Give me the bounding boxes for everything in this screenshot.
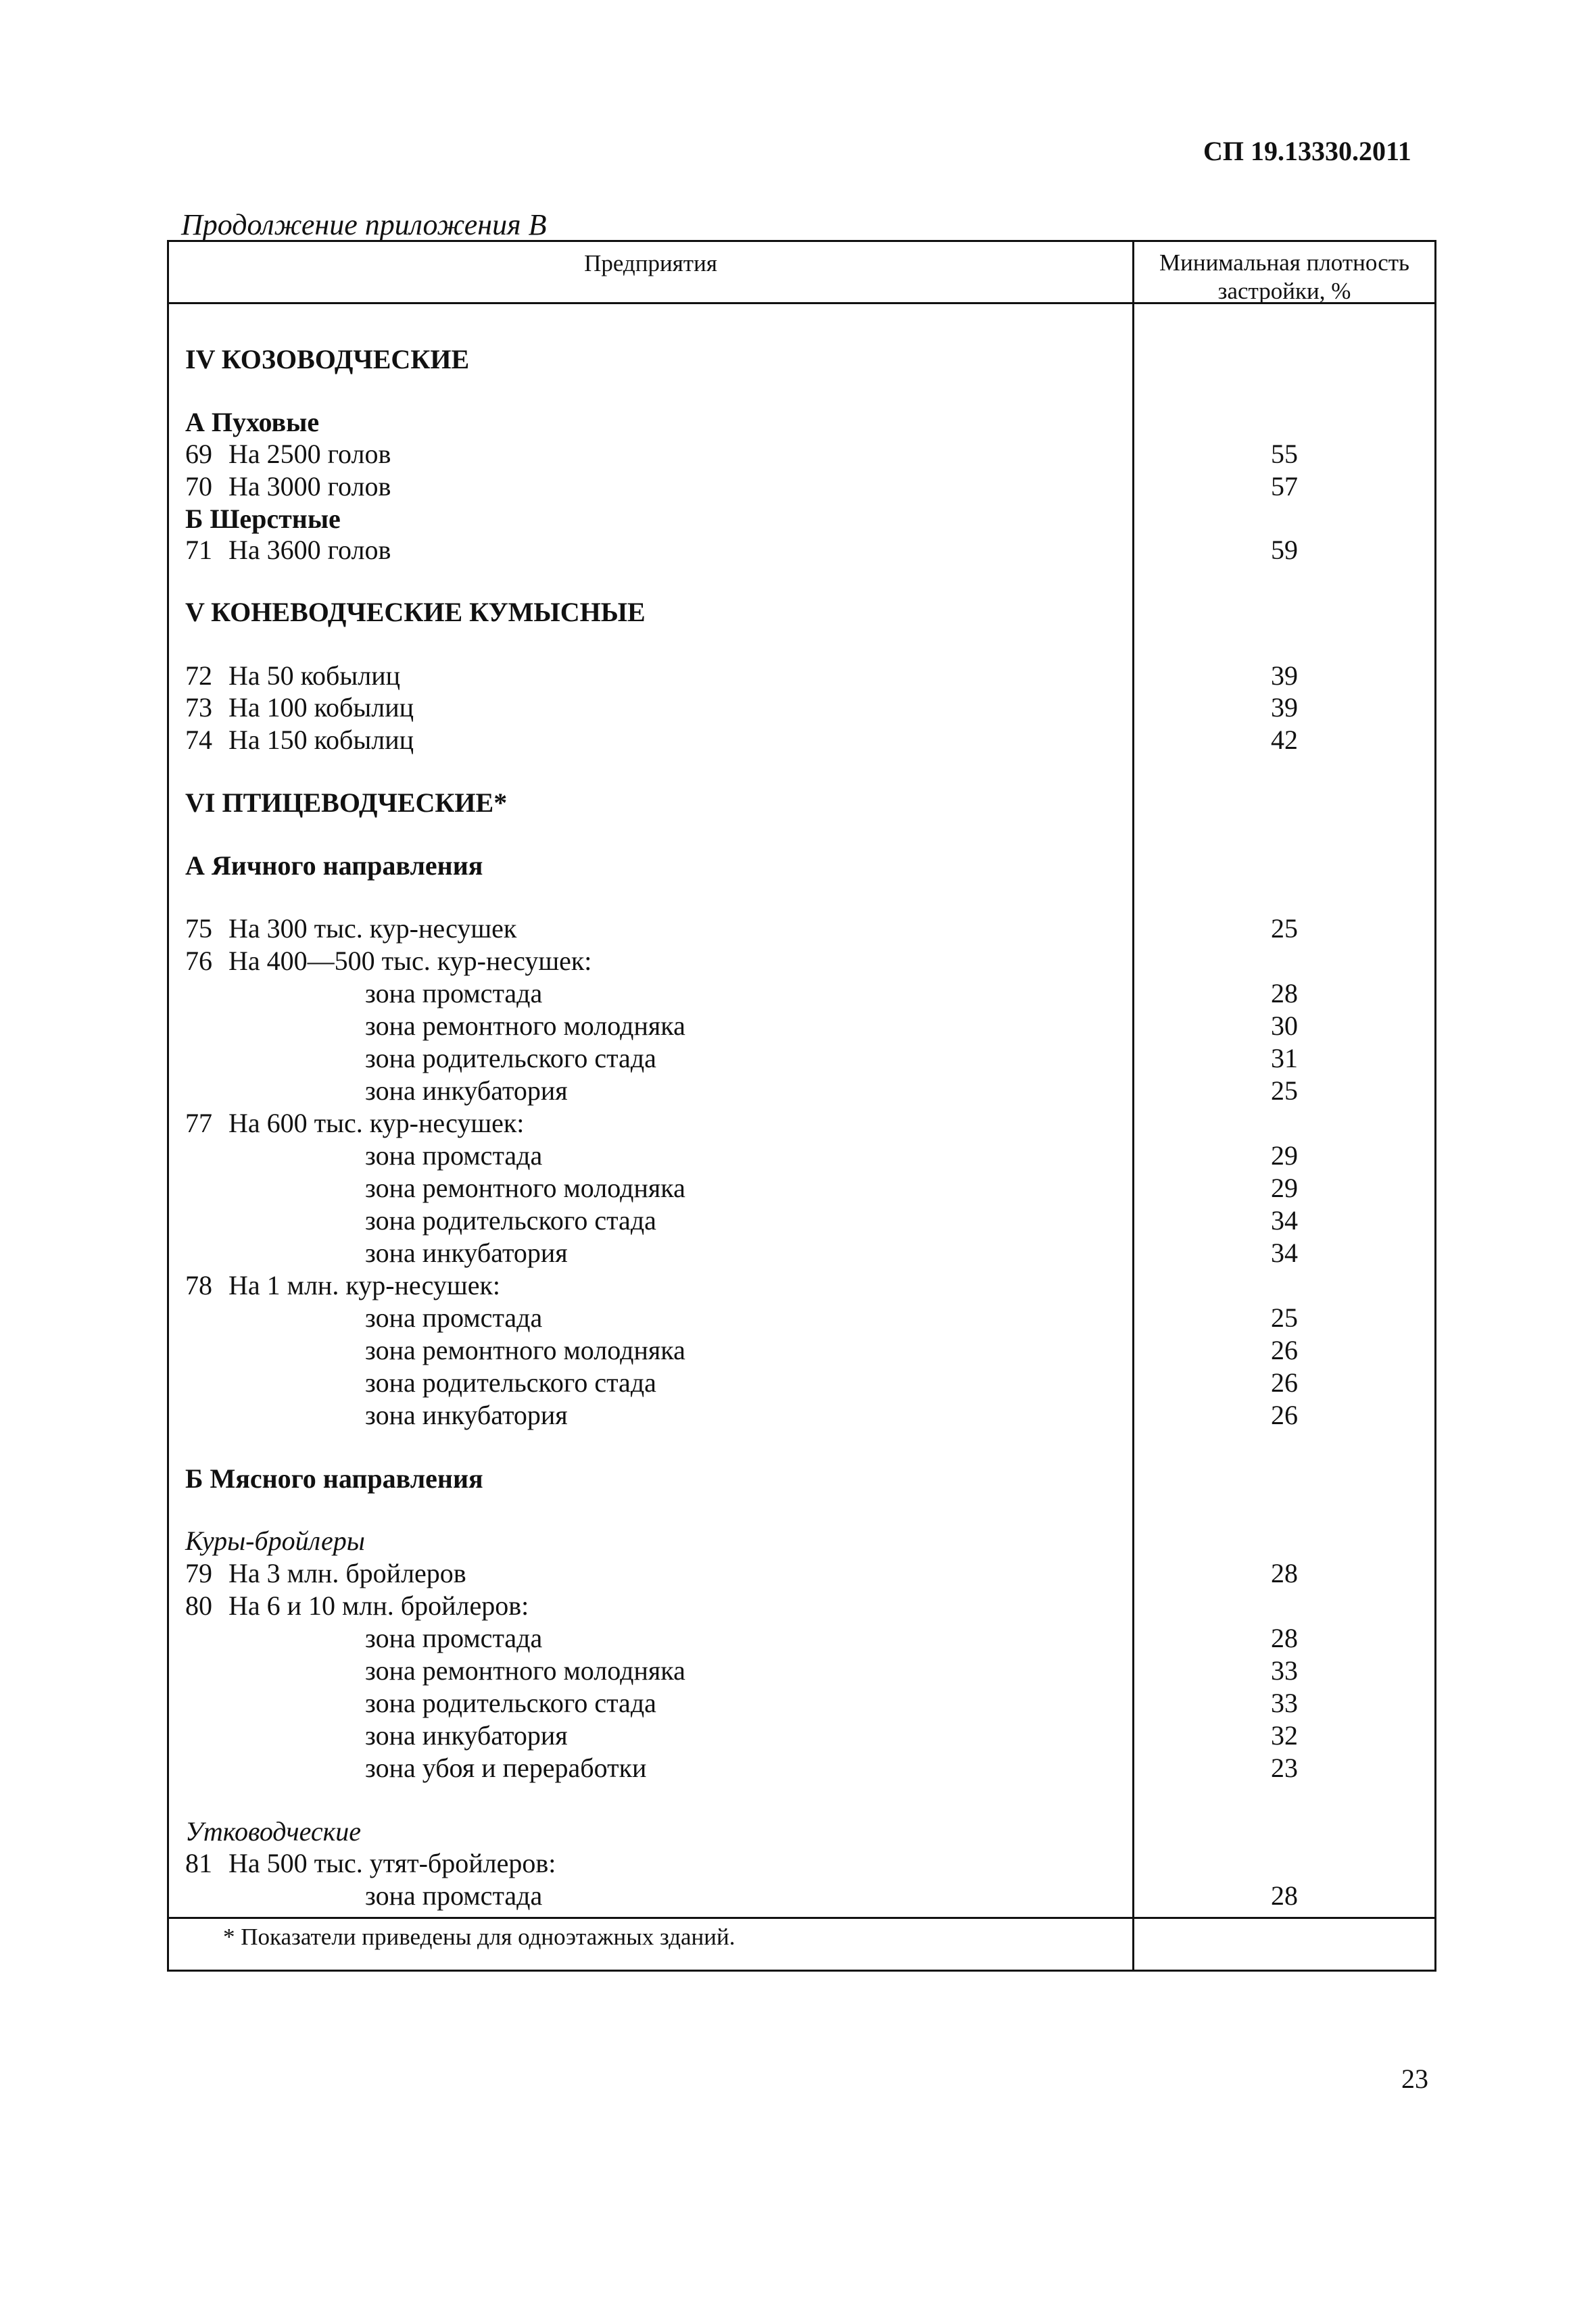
table-row <box>169 503 1434 535</box>
row-label <box>365 1720 568 1752</box>
density-value: 30 <box>1271 1010 1298 1041</box>
row-text: IV КОЗОВОДЧЕСКИЕ <box>185 344 470 374</box>
table-row <box>169 1172 1434 1204</box>
table-row <box>169 1557 1434 1590</box>
density-value: 28 <box>1271 978 1298 1008</box>
table-row <box>169 1752 1434 1784</box>
density-value: 26 <box>1271 1335 1298 1365</box>
row-label <box>185 1847 556 1880</box>
density-value: 34 <box>1271 1238 1298 1268</box>
row-label <box>365 1880 542 1912</box>
table-row <box>169 1010 1434 1042</box>
row-text: На 3600 голов <box>228 535 391 565</box>
density-value: 55 <box>1271 439 1298 469</box>
row-label <box>185 1816 361 1848</box>
table-row <box>169 470 1434 503</box>
table-row <box>169 1655 1434 1687</box>
density-value: 42 <box>1271 725 1298 755</box>
table-row <box>169 1720 1434 1752</box>
row-label <box>365 1687 656 1720</box>
density-value: 26 <box>1271 1367 1298 1398</box>
row-label <box>185 503 341 535</box>
row-text: На 6 и 10 млн. бройлеров: <box>228 1590 529 1621</box>
row-label <box>185 1463 483 1495</box>
row-text: зона родительского стада <box>365 1043 656 1073</box>
row-label <box>185 945 591 977</box>
density-value: 31 <box>1271 1043 1298 1073</box>
table-row <box>169 534 1434 566</box>
row-label <box>185 1557 466 1590</box>
row-text: зона инкубатория <box>365 1400 568 1430</box>
row-number: 77 <box>185 1108 212 1138</box>
row-text: V КОНЕВОДЧЕСКИЕ КУМЫСНЫЕ <box>185 597 646 627</box>
row-label <box>185 343 469 376</box>
row-text: На 3000 голов <box>228 471 391 502</box>
row-label <box>365 1655 685 1687</box>
row-label <box>185 850 483 882</box>
row-number: 72 <box>185 660 212 691</box>
density-value: 28 <box>1271 1880 1298 1911</box>
row-text: Б Мясного направления <box>185 1463 483 1494</box>
row-text: На 500 тыс. утят-бройлеров: <box>228 1848 556 1878</box>
row-text: зона ремонтного молодняка <box>365 1655 685 1686</box>
row-label <box>365 1399 568 1432</box>
table-row <box>169 1140 1434 1172</box>
row-number: 79 <box>185 1558 212 1588</box>
row-label <box>365 1010 685 1042</box>
footnote: * Показатели приведены для одноэтажных зданий. <box>223 1924 735 1950</box>
density-value: 57 <box>1271 471 1298 502</box>
table-row <box>169 1334 1434 1367</box>
density-value: 25 <box>1271 1075 1298 1106</box>
table-row <box>169 1880 1434 1912</box>
table-row <box>169 1204 1434 1237</box>
row-text: зона промстада <box>365 1140 543 1171</box>
row-label <box>365 1367 656 1399</box>
row-number: 75 <box>185 913 212 944</box>
row-text: зона родительского стада <box>365 1367 656 1398</box>
table-row <box>169 1463 1434 1495</box>
row-label <box>185 470 391 503</box>
table-row <box>169 945 1434 977</box>
table-row <box>169 1847 1434 1880</box>
row-text: На 300 тыс. кур-несушек <box>228 913 517 944</box>
row-label <box>365 1042 656 1075</box>
row-text: зона промстада <box>365 978 543 1008</box>
row-text: А Яичного направления <box>185 850 483 881</box>
enterprises-table <box>167 240 1436 1972</box>
row-label <box>185 596 646 629</box>
row-number: 71 <box>185 535 212 565</box>
row-label <box>185 691 414 724</box>
table-row <box>169 596 1434 629</box>
table-row <box>169 912 1434 945</box>
table-row <box>169 1687 1434 1720</box>
density-value: 34 <box>1271 1205 1298 1236</box>
table-row <box>169 1399 1434 1432</box>
density-value: 32 <box>1271 1720 1298 1751</box>
row-text: На 50 кобылиц <box>228 660 401 691</box>
density-value: 33 <box>1271 1688 1298 1718</box>
density-value: 29 <box>1271 1173 1298 1203</box>
table-row <box>169 1107 1434 1140</box>
row-text: Утководческие <box>185 1816 362 1847</box>
row-label <box>365 1172 685 1204</box>
table-row <box>169 1269 1434 1302</box>
row-text: зона ремонтного молодняка <box>365 1173 685 1203</box>
row-number: 70 <box>185 471 212 502</box>
column-header-density: Минимальная плотность застройки, % <box>1159 249 1410 304</box>
row-text: А Пуховые <box>185 407 320 437</box>
table-row <box>169 1302 1434 1334</box>
row-number: 74 <box>185 725 212 755</box>
table-row <box>169 850 1434 882</box>
table-row <box>169 1590 1434 1622</box>
column-header-enterprises: Предприятия <box>584 250 717 276</box>
row-label <box>185 1590 529 1622</box>
row-label <box>365 1302 542 1334</box>
table-row <box>169 343 1434 376</box>
row-label <box>365 1752 646 1784</box>
row-label <box>185 1525 365 1557</box>
row-label <box>365 1204 656 1237</box>
row-text: зона инкубатория <box>365 1238 568 1268</box>
page-number: 23 <box>1401 2064 1428 2094</box>
row-text: зона промстада <box>365 1302 543 1333</box>
density-value: 39 <box>1271 660 1298 691</box>
continuation-caption: Продолжение приложения В <box>181 208 547 241</box>
table-body <box>169 242 1434 1970</box>
row-label <box>185 787 507 819</box>
row-label <box>365 977 542 1010</box>
density-value: 23 <box>1271 1753 1298 1783</box>
row-text: Б Шерстные <box>185 504 341 534</box>
row-text: зона родительского стада <box>365 1688 656 1718</box>
row-number: 80 <box>185 1590 212 1621</box>
document-code: СП 19.13330.2011 <box>1203 136 1411 166</box>
table-row <box>169 787 1434 819</box>
row-label <box>365 1140 542 1172</box>
row-text: зона ремонтного молодняка <box>365 1335 685 1365</box>
row-text: зона инкубатория <box>365 1720 568 1751</box>
row-label <box>185 1269 500 1302</box>
density-value: 59 <box>1271 535 1298 565</box>
row-label <box>185 1107 524 1140</box>
row-label <box>365 1622 542 1655</box>
density-value: 39 <box>1271 692 1298 723</box>
density-value: 29 <box>1271 1140 1298 1171</box>
table-row <box>169 1237 1434 1269</box>
row-number: 78 <box>185 1270 212 1300</box>
row-number: 76 <box>185 946 212 976</box>
table-row <box>169 977 1434 1010</box>
row-text: зона ремонтного молодняка <box>365 1010 685 1041</box>
row-text: зона убоя и переработки <box>365 1753 647 1783</box>
density-value: 28 <box>1271 1558 1298 1588</box>
row-text: зона промстада <box>365 1880 543 1911</box>
row-text: На 150 кобылиц <box>228 725 414 755</box>
row-text: зона инкубатория <box>365 1075 568 1106</box>
table-row <box>169 438 1434 470</box>
density-value: 25 <box>1271 913 1298 944</box>
row-label <box>365 1075 568 1107</box>
density-value: 26 <box>1271 1400 1298 1430</box>
row-text: На 1 млн. кур-несушек: <box>228 1270 500 1300</box>
table-row <box>169 1367 1434 1399</box>
row-label <box>185 406 319 439</box>
row-text: VI ПТИЦЕВОДЧЕСКИЕ* <box>185 787 508 818</box>
row-label <box>185 438 391 470</box>
density-value: 28 <box>1271 1623 1298 1653</box>
row-label <box>185 660 400 692</box>
density-value: 33 <box>1271 1655 1298 1686</box>
row-number: 73 <box>185 692 212 723</box>
row-text: Куры-бройлеры <box>185 1526 365 1556</box>
table-row <box>169 406 1434 439</box>
table-row <box>169 660 1434 692</box>
row-text: На 100 кобылиц <box>228 692 414 723</box>
row-text: На 2500 голов <box>228 439 391 469</box>
row-text: На 3 млн. бройлеров <box>228 1558 466 1588</box>
row-label <box>365 1237 568 1269</box>
row-text: зона промстада <box>365 1623 543 1653</box>
row-label <box>185 724 414 756</box>
row-number: 69 <box>185 439 212 469</box>
table-row <box>169 691 1434 724</box>
row-label <box>185 912 516 945</box>
table-row <box>169 1075 1434 1107</box>
table-row <box>169 1525 1434 1557</box>
row-text: зона родительского стада <box>365 1205 656 1236</box>
row-label <box>365 1334 685 1367</box>
row-label <box>185 534 391 566</box>
row-number: 81 <box>185 1848 212 1878</box>
table-row <box>169 724 1434 756</box>
row-text: На 400—500 тыс. кур-несушек: <box>228 946 592 976</box>
table-row <box>169 1042 1434 1075</box>
row-text: На 600 тыс. кур-несушек: <box>228 1108 525 1138</box>
table-row <box>169 1816 1434 1848</box>
table-row <box>169 1622 1434 1655</box>
density-value: 25 <box>1271 1302 1298 1333</box>
